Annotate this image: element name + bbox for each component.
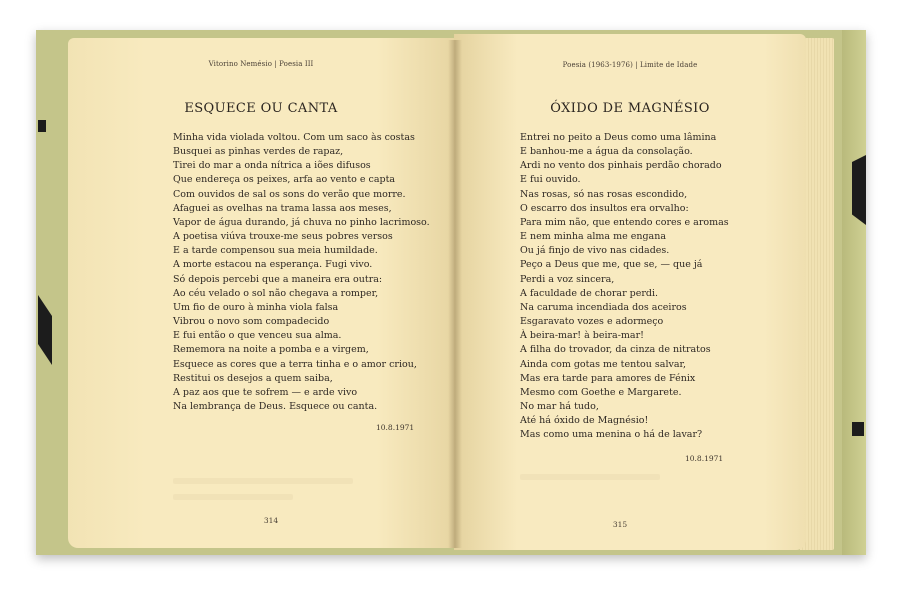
- poem-date: 10.8.1971: [376, 423, 415, 432]
- cover-mark: [852, 155, 866, 225]
- poem-line: Peço a Deus que me, que se, — que já: [520, 259, 703, 271]
- poem-line: Nas rosas, só nas rosas escondido,: [520, 188, 688, 200]
- poem-line: Para mim não, que entendo cores e aromas: [520, 216, 729, 228]
- poem-line: Ainda com gotas me tentou salvar,: [520, 358, 687, 370]
- poem-line: Tirei do mar a onda nítrica a iões difusos: [173, 160, 371, 172]
- page-number: 315: [612, 520, 628, 529]
- cover-mark: [38, 120, 46, 132]
- poem-line: Esgaravato vozes e adormeço: [520, 316, 664, 328]
- poem-line: E a tarde compensou sua meia humildade.: [173, 245, 378, 257]
- poem-title: ÓXIDO DE MAGNÉSIO: [550, 101, 710, 116]
- poem-line: Que endereça os peixes, arfa ao vento e capta: [173, 174, 396, 186]
- poem-lines: [173, 131, 430, 414]
- poem-line: Ou já finjo de vivo nas cidades.: [520, 245, 670, 257]
- poem-line: E fui então o que venceu sua alma.: [173, 330, 342, 342]
- poem-line: Mesmo com Goethe e Margarete.: [520, 386, 682, 398]
- poem-line: A morte estacou na esperança. Fugi vivo.: [173, 259, 373, 271]
- poem-line: Esquece as cores que a terra tinha e o amor criou,: [173, 358, 417, 370]
- poem-line: E nem minha alma me engana: [520, 231, 667, 243]
- bleed-through: [520, 474, 660, 480]
- poem-line: E fui ouvido.: [520, 174, 581, 186]
- poem-line: A poetisa viúva trouxe-me seus pobres versos: [173, 231, 393, 243]
- page-number: 314: [263, 516, 279, 525]
- cover-mark: [852, 422, 864, 436]
- poem-line: Minha vida violada voltou. Com um saco às costas: [173, 132, 415, 143]
- running-head: Poesia (1963-1976) | Limite de Idade: [562, 61, 698, 69]
- poem-line: Rememora na noite a pomba e a virgem,: [173, 344, 369, 356]
- poem-title: ESQUECE OU CANTA: [184, 101, 338, 116]
- left-page: [68, 38, 454, 548]
- poem-line: Afaguei as ovelhas na trama lassa aos meses,: [173, 202, 392, 214]
- book-gutter: [448, 40, 462, 548]
- poem-line: À beira-mar! à beira-mar!: [520, 330, 644, 342]
- poem-line: Até há óxido de Magnésio!: [520, 415, 649, 427]
- bleed-through: [173, 478, 353, 484]
- bleed-through: [173, 494, 293, 500]
- poem-line: Vapor de água durando, já chuva no pinho lacrimoso.: [173, 216, 430, 228]
- poem-line: A filha do trovador, da cinza de nitratos: [520, 344, 711, 356]
- poem-line: Vibrou o novo som compadecido: [173, 316, 330, 328]
- poem-line: A paz aos que te sofrem — e arde vivo: [173, 386, 358, 398]
- poem-line: Ao céu velado o sol não chegava a romper,: [173, 287, 379, 299]
- poem-line: Ardi no vento dos pinhais perdão chorado: [520, 160, 722, 172]
- right-page: [454, 34, 806, 550]
- poem-line: Só depois percebi que a maneira era outra:: [173, 273, 383, 285]
- poem-line: Mas era tarde para amores de Fénix: [520, 372, 696, 384]
- poem-line: Na lembrança de Deus. Esquece ou canta.: [173, 400, 378, 412]
- poem-line: Perdi a voz sincera,: [520, 273, 615, 285]
- poem-lines: [520, 131, 729, 442]
- poem-line: Com ouvidos de sal os sons do verão que morre.: [173, 188, 406, 200]
- poem-line: O escarro dos insultos era orvalho:: [520, 202, 689, 214]
- poem-line: No mar há tudo,: [520, 400, 599, 412]
- poem-date: 10.8.1971: [685, 454, 724, 463]
- cover-edge: [842, 30, 866, 555]
- poem-line: A faculdade de chorar perdi.: [520, 287, 659, 299]
- poem-line: E banhou-me a água da consolação.: [520, 146, 693, 158]
- poem-line: Na caruma incendiada dos aceiros: [520, 301, 687, 313]
- poem-line: Busquei as pinhas verdes de rapaz,: [173, 146, 344, 158]
- poem-line: Entrei no peito a Deus como uma lâmina: [520, 132, 717, 143]
- running-head: Vitorino Nemésio | Poesia III: [208, 60, 314, 68]
- poem-line: Mas como uma menina o há de lavar?: [520, 429, 703, 441]
- poem-line: Um fio de ouro à minha viola falsa: [173, 301, 339, 313]
- poem-line: Restitui os desejos a quem saiba,: [173, 372, 333, 384]
